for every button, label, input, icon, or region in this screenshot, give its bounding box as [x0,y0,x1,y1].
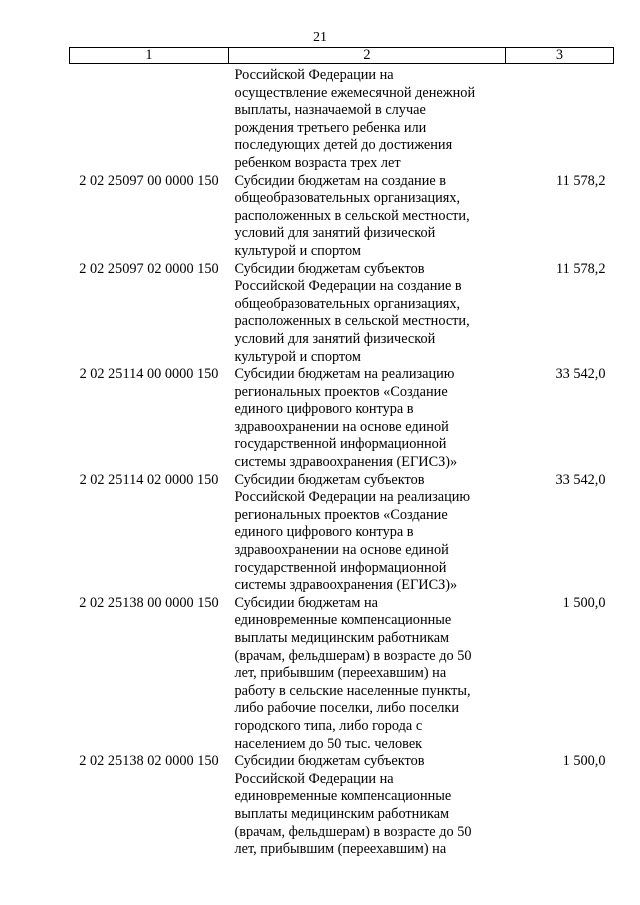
desc-line: Российской Федерации на [234,67,394,83]
desc-line: Субсидии бюджетам субъектов [234,471,425,488]
desc-line: условий для занятий физической [234,330,436,347]
desc-line: городского типа, либо города с [234,717,423,734]
desc-line: лет, прибывшим (переехавшим) на [234,665,447,682]
budget-code: 2 02 25097 02 0000 150 [79,260,219,277]
desc-line: Субсидии бюджетам субъектов [234,260,425,277]
desc-line: последующих детей до достижения [234,137,453,154]
revenue-description [229,472,506,595]
desc-line: Российской Федерации на создание в [234,278,462,295]
budget-code: 2 02 25097 00 0000 150 [79,172,219,189]
desc-line: системы здравоохранения (ЕГИСЗ)» [234,577,458,594]
desc-line: расположенных в сельской местности, [234,207,470,224]
desc-line: условий для занятий физической [234,225,436,242]
desc-line: либо рабочие поселки, либо поселки [234,700,460,717]
budget-code: 2 02 25138 00 0000 150 [79,594,219,611]
desc-line: культурой и спортом [234,242,361,259]
desc-line: населением до 50 тыс. человек [234,735,423,752]
desc-line: Субсидии бюджетам субъектов [234,753,425,770]
desc-line: Российской Федерации на [234,770,394,787]
budget-revenue-table [69,47,614,859]
budget-code: 2 02 25114 00 0000 150 [79,366,219,383]
column-header-2: 2 [229,48,506,64]
desc-line: культурой и спортом [234,348,361,365]
column-header-1: 1 [70,48,229,64]
continuation-description [229,64,506,173]
desc-line: Российской Федерации на реализацию [234,489,471,506]
column-header-3: 3 [506,48,614,64]
desc-line: общеобразовательных организациях, [234,190,461,207]
desc-line: работу в сельские населенные пункты, [234,682,471,699]
table-row [70,261,614,367]
continuation-amount-cell [506,64,614,173]
revenue-description [229,261,506,367]
desc-line: выплаты, назначаемой в случае [234,102,426,119]
page-number: 21 [313,30,327,45]
continuation-row [70,64,614,173]
amount-value: 1 500,0 [562,753,606,770]
table-row [70,472,614,595]
table-body [70,64,614,859]
desc-line: единого цифрового контура в [234,524,414,541]
desc-line: Субсидии бюджетам на реализацию [234,366,455,383]
desc-line: общеобразовательных организациях, [234,295,461,312]
desc-line: системы здравоохранения (ЕГИСЗ)» [234,454,458,471]
desc-line: выплаты медицинским работникам [234,630,450,646]
desc-line: рождения третьего ребенка или [234,119,427,136]
desc-line: Субсидии бюджетам на создание в [234,172,447,189]
desc-line: здравоохранении на основе единой [234,542,449,559]
revenue-description [229,753,506,859]
desc-line: единовременные компенсационные [234,788,452,805]
desc-line: единовременные компенсационные [234,612,452,629]
amount-value: 11 578,2 [555,172,606,189]
table-header-row [70,48,614,64]
desc-line: государственной информационной [234,436,447,453]
table-row [70,366,614,472]
amount-value: 11 578,2 [555,260,606,277]
desc-line: Субсидии бюджетам на [234,594,378,611]
budget-code: 2 02 25138 02 0000 150 [79,753,219,770]
amount-value: 33 542,0 [555,366,606,383]
amount-value: 1 500,0 [562,594,606,611]
continuation-code-cell [70,64,229,173]
revenue-description [229,366,506,472]
revenue-description [229,173,506,261]
amount-value: 33 542,0 [555,471,606,488]
desc-line: ребенком возраста трех лет [234,154,401,171]
table-row [70,595,614,753]
desc-line: (врачам, фельдшерам) в возрасте до 50 [234,823,472,840]
desc-line: региональных проектов «Создание [234,506,448,523]
revenue-description [229,595,506,753]
table-row [70,173,614,261]
desc-line: единого цифрового контура в [234,401,414,418]
desc-line: региональных проектов «Создание [234,383,448,400]
desc-line: осуществление ежемесячной денежной [234,84,476,101]
desc-line: выплаты медицинским работникам [234,805,450,822]
desc-line: расположенных в сельской местности, [234,313,470,330]
table-row [70,753,614,859]
budget-code: 2 02 25114 02 0000 150 [79,471,219,488]
desc-line: государственной информационной [234,559,447,576]
desc-line: лет, прибывшим (переехавшим) на [234,841,447,858]
desc-line: (врачам, фельдшерам) в возрасте до 50 [234,647,472,664]
desc-line: здравоохранении на основе единой [234,418,449,435]
